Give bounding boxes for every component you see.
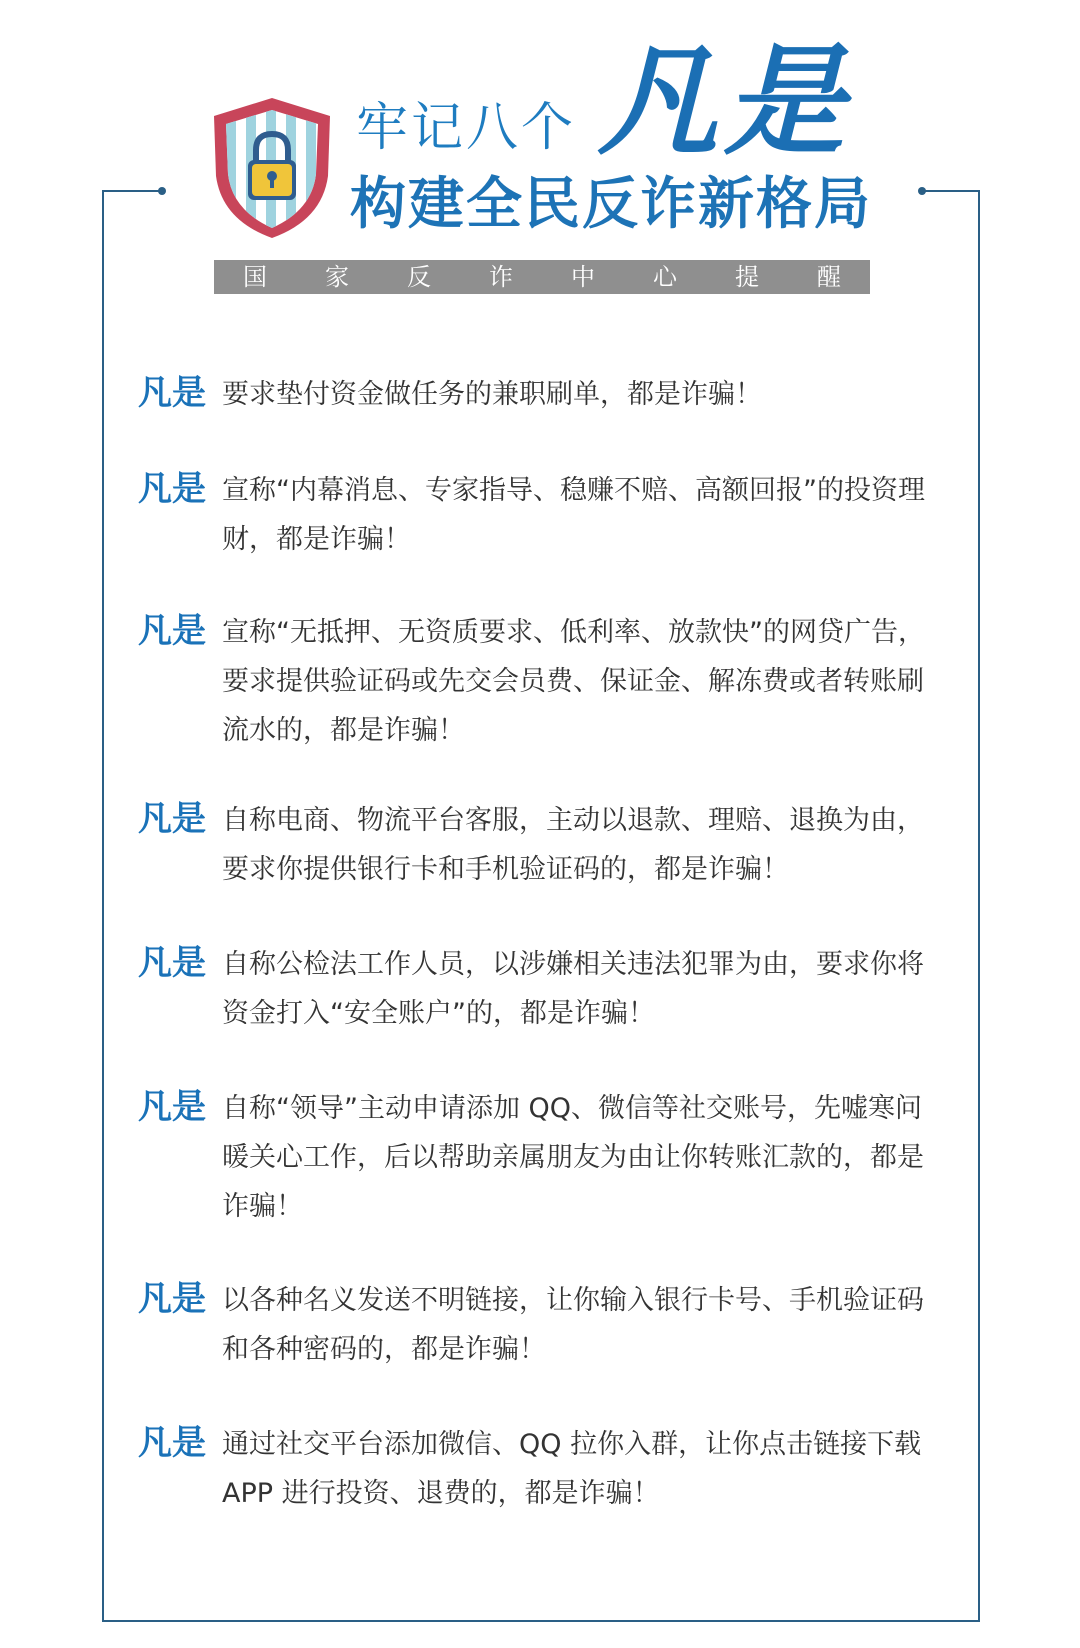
item-text: 自称电商、物流平台客服，主动以退款、理赔、退换为由，要求你提供银行卡和手机验证码的，都是诈骗！ xyxy=(222,805,924,885)
item-tag: 凡是 xyxy=(138,611,206,651)
item-text: 自称公检法工作人员，以涉嫌相关违法犯罪为由，要求你将资金打入“安全账户”的，都是诈骗！ xyxy=(222,949,924,1029)
banner-char: 提 xyxy=(735,263,759,291)
banner-char: 中 xyxy=(571,263,595,291)
item-text: 要求垫付资金做任务的兼职刷单，都是诈骗！ xyxy=(222,379,762,410)
item-text: 自称“领导”主动申请添加 QQ、微信等社交账号，先嘘寒问暖关心工作，后以帮助亲属朋友为由让你转账汇款的，都是诈骗！ xyxy=(222,1093,924,1222)
item-text: 宣称“无抵押、无资质要求、低利率、放款快”的网贷广告，要求提供验证码或先交会员费、保证金、解冻费或者转账刷流水的，都是诈骗！ xyxy=(222,617,925,746)
item-text: 通过社交平台添加微信、QQ 拉你入群，让你点击链接下载 APP 进行投资、退费的，都是诈骗！ xyxy=(222,1429,922,1509)
frame-left xyxy=(102,190,104,1622)
frame-right xyxy=(978,190,980,1622)
banner-char: 家 xyxy=(325,263,349,291)
item-tag: 凡是 xyxy=(138,943,206,983)
shield-lock-icon xyxy=(212,96,332,238)
banner-char: 国 xyxy=(243,263,267,291)
item-tag: 凡是 xyxy=(138,1423,206,1463)
item-tag: 凡是 xyxy=(138,1087,206,1127)
item-tag: 凡是 xyxy=(138,799,206,839)
frame-top-right xyxy=(922,190,980,192)
item-tag: 凡是 xyxy=(138,1279,206,1319)
item-tag: 凡是 xyxy=(138,373,206,413)
title-big-fanshi: 凡是 xyxy=(598,31,850,172)
title-line2: 构建全民反诈新格局 xyxy=(350,172,872,237)
title-line1: 牢记八个 xyxy=(356,98,577,158)
item-tag: 凡是 xyxy=(138,469,206,509)
frame-dot-right xyxy=(918,187,926,195)
frame-top-left xyxy=(102,190,164,192)
item-text: 宣称“内幕消息、专家指导、稳赚不赔、高额回报”的投资理财，都是诈骗！ xyxy=(222,475,925,555)
frame-dot-left xyxy=(158,187,166,195)
banner-char: 心 xyxy=(653,263,677,291)
banner-char: 醒 xyxy=(817,263,841,291)
item-text: 以各种名义发送不明链接，让你输入银行卡号、手机验证码和各种密码的，都是诈骗！ xyxy=(222,1285,924,1365)
banner-char: 诈 xyxy=(489,263,513,291)
frame-bottom xyxy=(102,1620,980,1622)
banner-char: 反 xyxy=(407,263,431,291)
reminder-banner xyxy=(214,260,870,294)
